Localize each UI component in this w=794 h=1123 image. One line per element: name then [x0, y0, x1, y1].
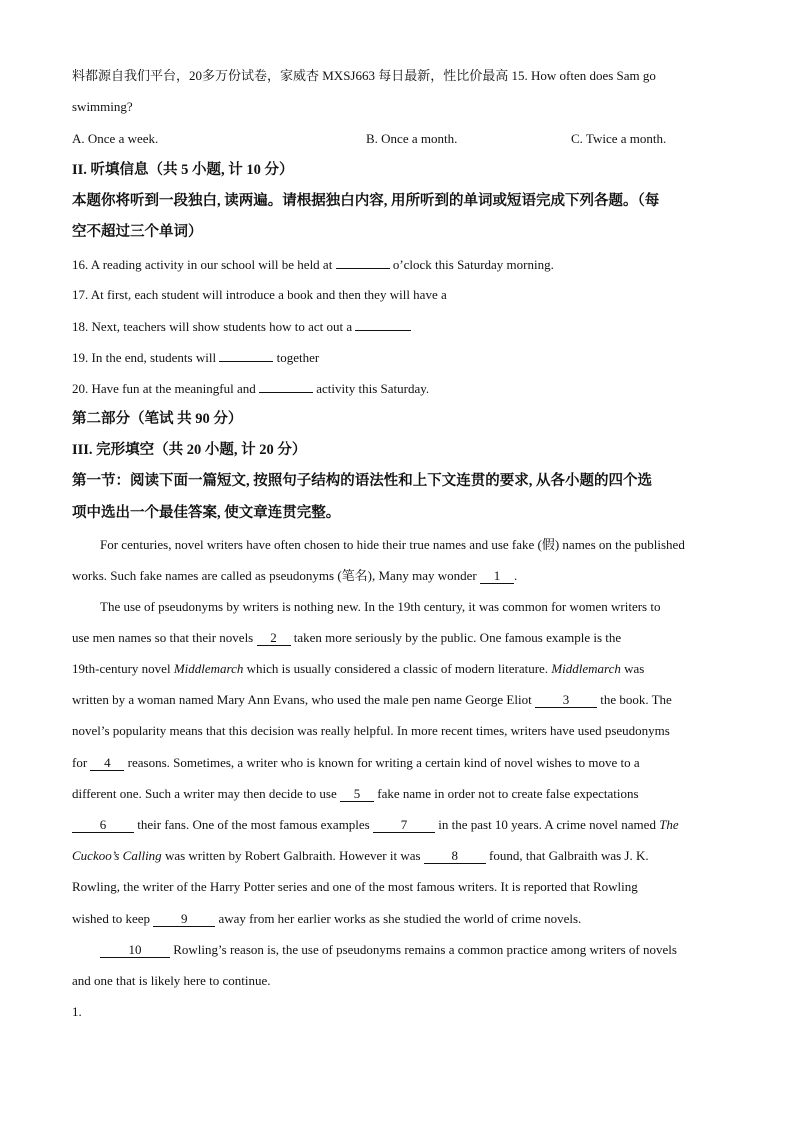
- passage-text: different one. Such a writer may then decide to use: [72, 786, 337, 801]
- question-17: 17. At first, each student will introduce a book and then they will have a: [72, 287, 447, 302]
- q15-option-a: A. Once a week.: [72, 131, 159, 146]
- question-number: 1.: [72, 1004, 82, 1019]
- q19-text-before: 19. In the end, students will: [72, 350, 217, 365]
- passage-text: Rowling’s reason is, the use of pseudonyms remains a common practice among writers of novels: [173, 942, 677, 957]
- section2-title: II. 听填信息（共 5 小题, 计 10 分）: [72, 162, 294, 178]
- cloze-blank-1: 1: [480, 568, 514, 584]
- passage-line-p2e: novel’s popularity means that this decision was really helpful. In more recent times, writers have used pseudonyms: [72, 723, 670, 738]
- passage-text: away from her earlier works as she studied the world of crime novels.: [218, 911, 582, 926]
- q16-text-after: o’clock this Saturday morning.: [392, 257, 554, 272]
- cloze-blank-7: 7: [373, 817, 435, 833]
- passage-text: reasons. Sometimes, a writer who is known for writing a certain kind of novel wishes to move to a: [127, 755, 640, 770]
- passage-text: works. Such fake names are called as pseudonyms (笔名), Many may wonder: [72, 568, 477, 583]
- passage-text: fake name in order not to create false expectations: [377, 786, 639, 801]
- passage-text: the book. The: [600, 692, 672, 707]
- passage-text: for: [72, 755, 88, 770]
- q20-blank: [259, 379, 313, 393]
- passage-text: use men names so that their novels: [72, 630, 254, 645]
- q15-option-b: B. Once a month.: [366, 131, 458, 146]
- q19-blank: [219, 348, 273, 362]
- passage-line-p2k: [72, 910, 581, 928]
- passage-text: found, that Galbraith was J. K.: [489, 848, 649, 863]
- passage-text: was: [624, 661, 645, 676]
- passage-text: taken more seriously by the public. One famous example is the: [293, 630, 622, 645]
- q20-text-before: 20. Have fun at the meaningful and: [72, 381, 256, 396]
- book-title: The: [659, 817, 679, 832]
- passage-line-p2a: The use of pseudonyms by writers is nothing new. In the 19th century, it was common for women writers to: [100, 599, 661, 614]
- section3-title: III. 完形填空（共 20 小题, 计 20 分）: [72, 442, 307, 458]
- passage-line-p1b: [72, 567, 517, 585]
- section2-instruction-line-2: 空不超过三个单词）: [72, 224, 203, 240]
- book-title: Cuckoo’s Calling: [72, 848, 162, 863]
- q18-text-before: 18. Next, teachers will show students how to act out a: [72, 319, 353, 334]
- q19-text-after: together: [276, 350, 320, 365]
- q20-text-after: activity this Saturday.: [316, 381, 430, 396]
- passage-text: in the past 10 years. A crime novel named: [438, 817, 656, 832]
- passage-text: 19th-century novel: [72, 661, 171, 676]
- question-18: [72, 317, 411, 336]
- part2-title: 第二部分（笔试 共 90 分）: [72, 411, 243, 427]
- cloze-blank-5: 5: [340, 786, 374, 802]
- cloze-blank-4: 4: [90, 755, 124, 771]
- passage-line-p3a: [100, 941, 677, 959]
- question-20: [72, 379, 429, 398]
- passage-line-p2d: [72, 691, 672, 709]
- cloze-blank-2: 2: [257, 630, 291, 646]
- section3-instruction-line-1: 第一节：阅读下面一篇短文, 按照句子结构的语法性和上下文连贯的要求, 从各小题的四个选: [72, 473, 652, 489]
- passage-line-p3b: and one that is likely here to continue.: [72, 973, 271, 988]
- passage-text: .: [513, 568, 518, 583]
- cloze-blank-6: 6: [72, 817, 134, 833]
- section2-instruction-line-1: 本题你将听到一段独白, 读两遍。请根据独白内容, 用所听到的单词或短语完成下列各题。（每: [72, 193, 660, 209]
- passage-line-p2g: [72, 785, 639, 803]
- header-line-2: swimming?: [72, 99, 133, 114]
- passage-text: written by a woman named Mary Ann Evans, who used the male pen name George Eliot: [72, 692, 532, 707]
- passage-text: was written by Robert Galbraith. However it was: [164, 848, 421, 863]
- q15-option-c: C. Twice a month.: [571, 131, 667, 146]
- cloze-blank-8: 8: [424, 848, 486, 864]
- passage-line-p2b: [72, 629, 621, 647]
- passage-text: wished to keep: [72, 911, 150, 926]
- question-19: [72, 348, 319, 367]
- q16-text-before: 16. A reading activity in our school will be held at: [72, 257, 333, 272]
- header-line-1: 料都源自我们平台，20多万份试卷，家威杏 MXSJ663 每日最新，性比价最高 15. How often does Sam go: [72, 68, 656, 83]
- cloze-blank-10: 10: [100, 942, 170, 958]
- passage-line-p2c: [72, 660, 644, 678]
- book-title: Middlemarch: [173, 661, 244, 676]
- cloze-blank-9: 9: [153, 911, 215, 927]
- passage-line-p1a: For centuries, novel writers have often chosen to hide their true names and use fake (假) names on the published: [100, 537, 685, 552]
- passage-text: which is usually considered a classic of modern literature.: [246, 661, 549, 676]
- q16-blank: [336, 255, 390, 269]
- passage-line-p2i: [72, 847, 649, 865]
- passage-line-p2f: [72, 754, 640, 772]
- passage-line-p2h: [72, 816, 679, 834]
- passage-text: their fans. One of the most famous examples: [137, 817, 370, 832]
- question-16: [72, 255, 554, 274]
- q18-blank: [355, 317, 411, 331]
- cloze-blank-3: 3: [535, 692, 597, 708]
- section3-instruction-line-2: 项中选出一个最佳答案, 使文章连贯完整。: [72, 505, 341, 521]
- book-title: Middlemarch: [551, 661, 621, 676]
- passage-line-p2j: Rowling, the writer of the Harry Potter series and one of the most famous writers. It is reported that Rowling: [72, 879, 638, 894]
